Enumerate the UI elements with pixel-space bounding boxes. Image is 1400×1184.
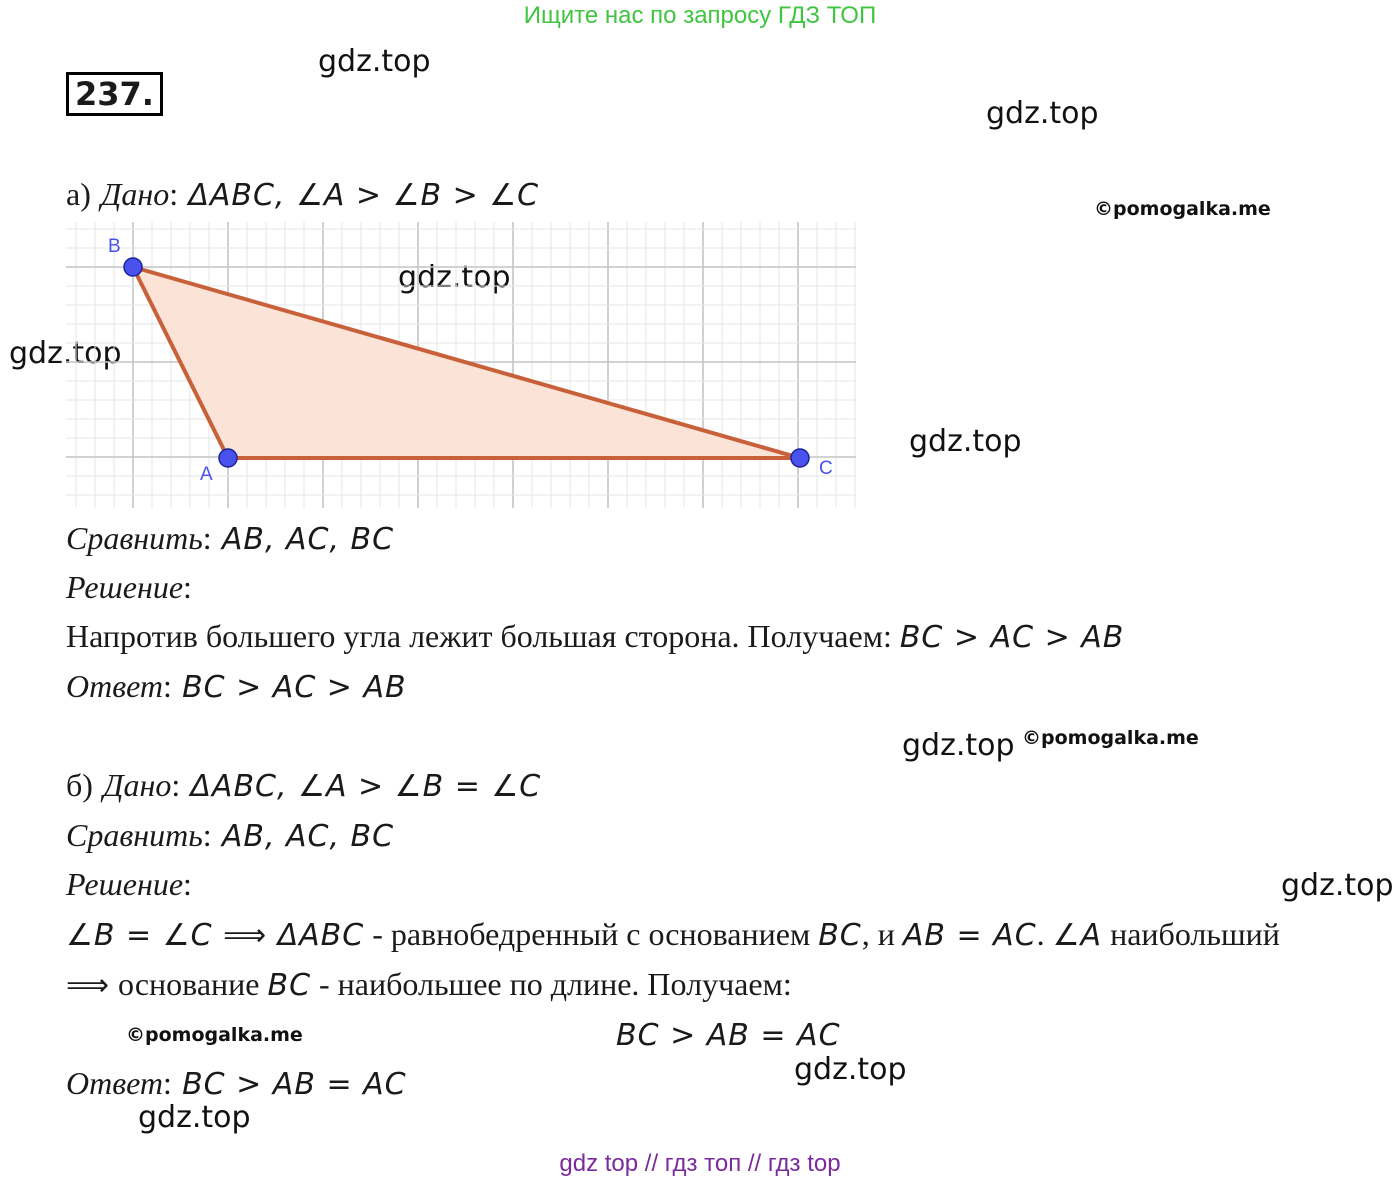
part-a-solution-label: Решение: xyxy=(66,569,192,605)
solution-math: ∠A xyxy=(1052,918,1103,953)
compare-math: AB, AC, BC xyxy=(221,522,395,557)
watermark-gdz: gdz.top xyxy=(794,1052,907,1087)
solution-math: AB = AC xyxy=(902,918,1037,953)
solution-math: ∠B = ∠C ⟹ ΔABC xyxy=(66,918,365,953)
compare-math: AB, AC, BC xyxy=(221,819,395,854)
solution-text: - наибольшее по длине. Получаем: xyxy=(311,966,792,1002)
solution-text: наибольший xyxy=(1102,916,1280,952)
answer-label: Ответ xyxy=(66,668,163,704)
watermark-gdz: gdz.top xyxy=(902,728,1015,763)
part-b-solution-label: Решение: xyxy=(66,866,192,902)
given-math: ΔABC, ∠A > ∠B > ∠C xyxy=(188,178,540,213)
solution-text: основание xyxy=(110,966,268,1002)
point-b xyxy=(124,258,142,276)
given-label: Дано xyxy=(101,176,170,212)
answer-label: Ответ xyxy=(66,1065,163,1101)
solution-label: Решение xyxy=(66,569,184,605)
solution-math: BC xyxy=(267,968,312,1003)
part-b-letter: б) xyxy=(66,767,93,803)
solution-math: BC > AC > AB xyxy=(899,620,1125,655)
answer-math: BC > AB = AC xyxy=(182,1067,407,1102)
part-b-solution-line-2 xyxy=(66,964,792,1006)
footer-links: gdz top // гдз топ // гдз top xyxy=(559,1150,841,1177)
part-b-given: б) Дано: ΔABC, ∠A > ∠B = ∠C xyxy=(66,767,542,804)
solution-label: Решение xyxy=(66,866,184,902)
watermark-gdz: gdz.top xyxy=(138,1100,251,1135)
watermark-pomogalka: ©pomogalka.me xyxy=(1022,727,1199,749)
given-math: ΔABC, ∠A > ∠B = ∠C xyxy=(190,769,542,804)
part-b-result xyxy=(616,1014,841,1056)
part-a-given: а) Дано: ΔABC, ∠A > ∠B > ∠C xyxy=(66,176,540,213)
watermark-gdz: gdz.top xyxy=(318,44,431,79)
solution-text: , и xyxy=(861,916,903,952)
solution-math: BC xyxy=(818,918,862,953)
part-b-compare: Сравнить: AB, AC, BC xyxy=(66,817,395,854)
compare-label: Сравнить xyxy=(66,520,203,556)
part-a-compare: Сравнить: AB, AC, BC xyxy=(66,520,395,557)
solution-text: . xyxy=(1036,916,1053,952)
point-a xyxy=(219,449,237,467)
triangle-figure xyxy=(66,222,856,508)
compare-label: Сравнить xyxy=(66,817,203,853)
solution-math: ⟹ xyxy=(66,968,111,1003)
problem-number: 237. xyxy=(66,72,163,116)
label-b: B xyxy=(108,236,121,257)
watermark-pomogalka: ©pomogalka.me xyxy=(1094,198,1271,220)
search-banner: Ищите нас по запросу ГДЗ ТОП xyxy=(523,2,877,29)
solution-text: Напротив большего угла лежит большая сторона. Получаем: xyxy=(66,618,900,654)
part-b-solution-line-1 xyxy=(66,914,1280,956)
watermark-pomogalka: ©pomogalka.me xyxy=(126,1024,303,1046)
point-c xyxy=(791,449,809,467)
solution-text: - равнобедренный с основанием xyxy=(364,916,819,952)
answer-math: BC > AC > AB xyxy=(182,670,407,705)
part-a-letter: а) xyxy=(66,176,91,212)
watermark-gdz: gdz.top xyxy=(398,260,511,295)
watermark-gdz: gdz.top xyxy=(9,336,122,371)
label-a: A xyxy=(200,464,213,485)
given-label: Дано xyxy=(103,767,172,803)
part-a-solution xyxy=(66,616,1124,658)
watermark-gdz: gdz.top xyxy=(909,424,1022,459)
label-c: C xyxy=(819,458,833,479)
part-b-answer: Ответ: BC > AB = AC xyxy=(66,1065,407,1102)
part-a-answer: Ответ: BC > AC > AB xyxy=(66,668,407,705)
result-math: BC > AB = AC xyxy=(616,1018,841,1053)
watermark-gdz: gdz.top xyxy=(986,96,1099,131)
watermark-gdz: gdz.top xyxy=(1281,868,1394,903)
